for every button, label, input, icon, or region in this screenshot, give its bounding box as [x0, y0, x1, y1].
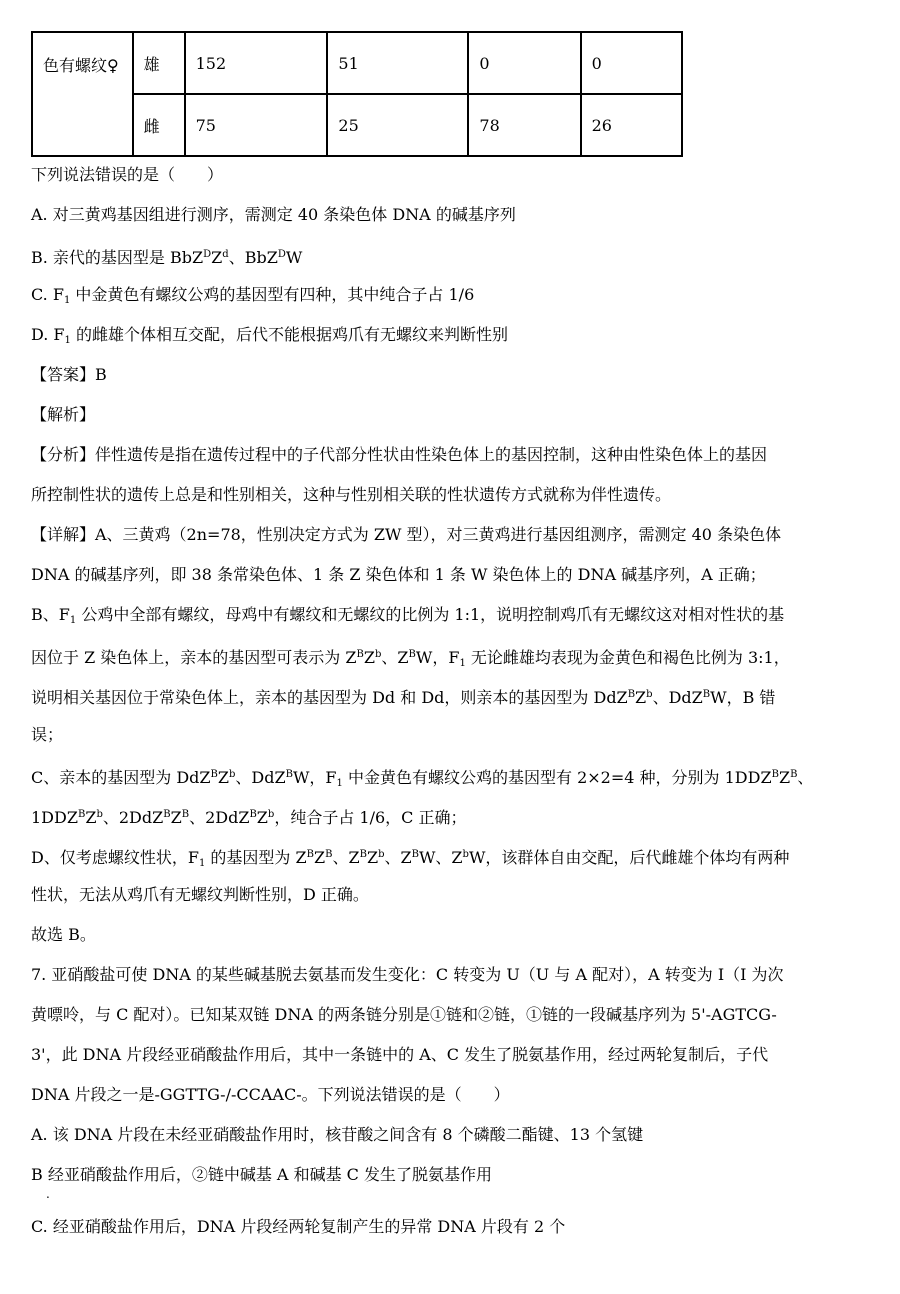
- sup: B: [285, 769, 293, 780]
- sub: 1: [336, 778, 343, 789]
- q7-line-3: 3'，此 DNA 片段经亚硝酸盐作用后，其中一条链中的 A、C 发生了脱氨基作用，经过两轮复制后，子代: [31, 1045, 769, 1064]
- detail-b-line-4: 误；: [31, 725, 64, 744]
- sup: B: [325, 849, 333, 860]
- text: 、BbZ: [228, 248, 278, 267]
- sex-cell: 雄: [133, 32, 185, 94]
- q7-option-a: A. 该 DNA 片段在未经亚硝酸盐作用时，核苷酸之间含有 8 个磷酸二酯键、13 个氢键: [31, 1125, 644, 1144]
- text: W，F: [415, 648, 460, 667]
- text: B. 亲代的基因型是 BbZ: [31, 248, 204, 267]
- text: 中金黄色有螺纹公鸡的基因型有四种，其中纯合子占 1/6: [70, 285, 475, 304]
- text: D. F: [31, 325, 65, 344]
- text: 1DDZ: [31, 808, 78, 827]
- answer: 【答案】B: [31, 365, 107, 384]
- sup: B: [77, 809, 86, 820]
- sub: 1: [459, 658, 466, 669]
- value-cell: 152: [185, 32, 328, 94]
- sup: B: [249, 809, 257, 820]
- sup: B: [306, 849, 314, 860]
- text: 的基因型为 Z: [205, 848, 307, 867]
- fenxi-line-2: 所控制性状的遗传上总是和性别相关，这种与性别相关联的性状遗传方式就称为伴性遗传。: [31, 485, 672, 504]
- text: Z: [217, 768, 230, 787]
- text: 、2DdZ: [189, 808, 250, 827]
- text: ，纯合子占 1/6，C 正确；: [274, 808, 467, 827]
- conclusion: 故选 B。: [31, 925, 96, 944]
- text: W，该群体自由交配，后代雌雄个体均有两种: [468, 848, 790, 867]
- detail-b-line-1: [31, 605, 784, 631]
- text: B、F: [31, 605, 70, 624]
- text: 、Z: [332, 848, 360, 867]
- sup: b: [646, 689, 653, 700]
- value-cell: 26: [581, 94, 682, 156]
- text: 、: [797, 768, 814, 787]
- fenxi-line-1: 【分析】伴性遗传是指在遗传过程中的子代部分性状由性染色体上的基因控制，这种由性染色体上的基因: [31, 445, 768, 464]
- text: C. F: [31, 285, 64, 304]
- row-label-cell: 色有螺纹♀: [32, 32, 133, 156]
- detail-line-2: DNA 的碱基序列，即 38 条常染色体、1 条 Z 染色体和 1 条 W 染色体上的 DNA 碱基序列，A 正确；: [31, 565, 766, 584]
- text: 、Z: [381, 648, 409, 667]
- sup: B: [771, 769, 779, 780]
- text: Z: [313, 848, 326, 867]
- text: 、2DdZ: [102, 808, 164, 827]
- sup: B: [356, 649, 364, 660]
- detail-b-line-3: [31, 685, 775, 708]
- text: Z: [256, 808, 268, 827]
- text: Z: [366, 848, 379, 867]
- sup: B: [359, 849, 367, 860]
- sup: b: [229, 769, 236, 780]
- text: 、DdZ: [652, 688, 703, 707]
- text: D、仅考虑螺纹性状，F: [31, 848, 199, 867]
- detail-line-1: 【详解】A、三黄鸡（2n=78，性别决定方式为 ZW 型），对三黄鸡进行基因组测序，需测定 40 条染色体: [31, 525, 782, 544]
- detail-b-line-2: [31, 645, 790, 674]
- text: 的雌雄个体相互交配，后代不能根据鸡爪有无螺纹来判断性别: [70, 325, 508, 344]
- value-cell: 25: [327, 94, 468, 156]
- detail-c-line-1: [31, 765, 813, 794]
- option-a: A. 对三黄鸡基因组进行测序，需测定 40 条染色体 DNA 的碱基序列: [31, 205, 516, 224]
- q7-line-2: 黄嘌呤，与 C 配对）。已知某双链 DNA 的两条链分别是①链和②链，①链的一段碱基序列为 5'-AGTCG-: [31, 1005, 777, 1024]
- text: Z: [635, 688, 647, 707]
- sup: B: [702, 689, 711, 700]
- text: W，B 错: [710, 688, 776, 707]
- q7-option-b: B 经亚硝酸盐作用后，②链中碱基 A 和碱基 C 发生了脱氨基作用: [31, 1165, 492, 1184]
- text: 中金黄色有螺纹公鸡的基因型有 2×2=4 种，分别为 1DDZ: [342, 768, 772, 787]
- sup: b: [378, 849, 385, 860]
- value-cell: 75: [185, 94, 328, 156]
- sup: b: [267, 809, 275, 820]
- text: W: [285, 248, 303, 267]
- sup: b: [462, 849, 469, 860]
- sup: b: [374, 649, 382, 660]
- sup: B: [210, 769, 218, 780]
- sup: B: [181, 809, 190, 820]
- sup: B: [411, 849, 419, 860]
- sup: B: [408, 649, 416, 660]
- question-stem: 下列说法错误的是（ ）: [31, 165, 224, 184]
- option-b: [31, 245, 302, 268]
- text: C、亲本的基因型为 DdZ: [31, 768, 211, 787]
- analysis-label: 【解析】: [31, 405, 96, 424]
- text: 公鸡中全部有螺纹，母鸡中有螺纹和无螺纹的比例为 1:1，说明控制鸡爪有无螺纹这对相对性状的基: [76, 605, 785, 624]
- q7-line-4: DNA 片段之一是-GGTTG-/-CCAAC-。下列说法错误的是（ ）: [31, 1085, 510, 1104]
- text: 因位于 Z 染色体上，亲本的基因型可表示为 Z: [31, 648, 357, 667]
- text: W，F: [292, 768, 337, 787]
- text: 、Z: [384, 848, 412, 867]
- sex-cell: 雌: [133, 94, 185, 156]
- text: 说明相关基因位于常染色体上，亲本的基因型为 Dd 和 Dd，则亲本的基因型为 DdZ: [31, 688, 628, 707]
- value-cell: 51: [327, 32, 468, 94]
- option-c: [31, 285, 474, 311]
- text: Z: [85, 808, 97, 827]
- sup: D: [203, 249, 212, 260]
- text: Z: [170, 808, 182, 827]
- sup: B: [790, 769, 798, 780]
- value-cell: 0: [581, 32, 682, 94]
- sub: 1: [69, 615, 77, 626]
- detail-c-line-2: [31, 805, 467, 828]
- table-row: [32, 32, 682, 94]
- sub: 1: [63, 295, 71, 306]
- sup: B: [627, 689, 636, 700]
- sup: D: [277, 249, 286, 260]
- sup: d: [222, 249, 229, 260]
- text: Z: [211, 248, 223, 267]
- genotype-table: [31, 31, 683, 157]
- q7-option-c: C. 经亚硝酸盐作用后，DNA 片段经两轮复制产生的异常 DNA 片段有 2 个: [31, 1217, 566, 1236]
- value-cell: 0: [468, 32, 580, 94]
- sub: 1: [64, 335, 71, 346]
- text: Z: [363, 648, 375, 667]
- text: W、Z: [418, 848, 463, 867]
- sub: 1: [198, 858, 206, 869]
- detail-d-line-1: [31, 845, 789, 874]
- sup: b: [96, 809, 103, 820]
- sup: B: [163, 809, 171, 820]
- detail-d-line-2: 性状，无法从鸡爪有无螺纹判断性别，D 正确。: [31, 885, 369, 904]
- text: 、DdZ: [235, 768, 286, 787]
- option-d: [31, 325, 508, 351]
- value-cell: 78: [468, 94, 580, 156]
- text: Z: [778, 768, 791, 787]
- text: 无论雌雄均表现为金黄色和褐色比例为 3:1，: [465, 648, 790, 667]
- option-dot: .: [46, 1187, 50, 1201]
- q7-line-1: 7. 亚硝酸盐可使 DNA 的某些碱基脱去氨基而发生变化：C 转变为 U（U 与 A 配对），A 转变为 I（I 为次: [31, 965, 784, 984]
